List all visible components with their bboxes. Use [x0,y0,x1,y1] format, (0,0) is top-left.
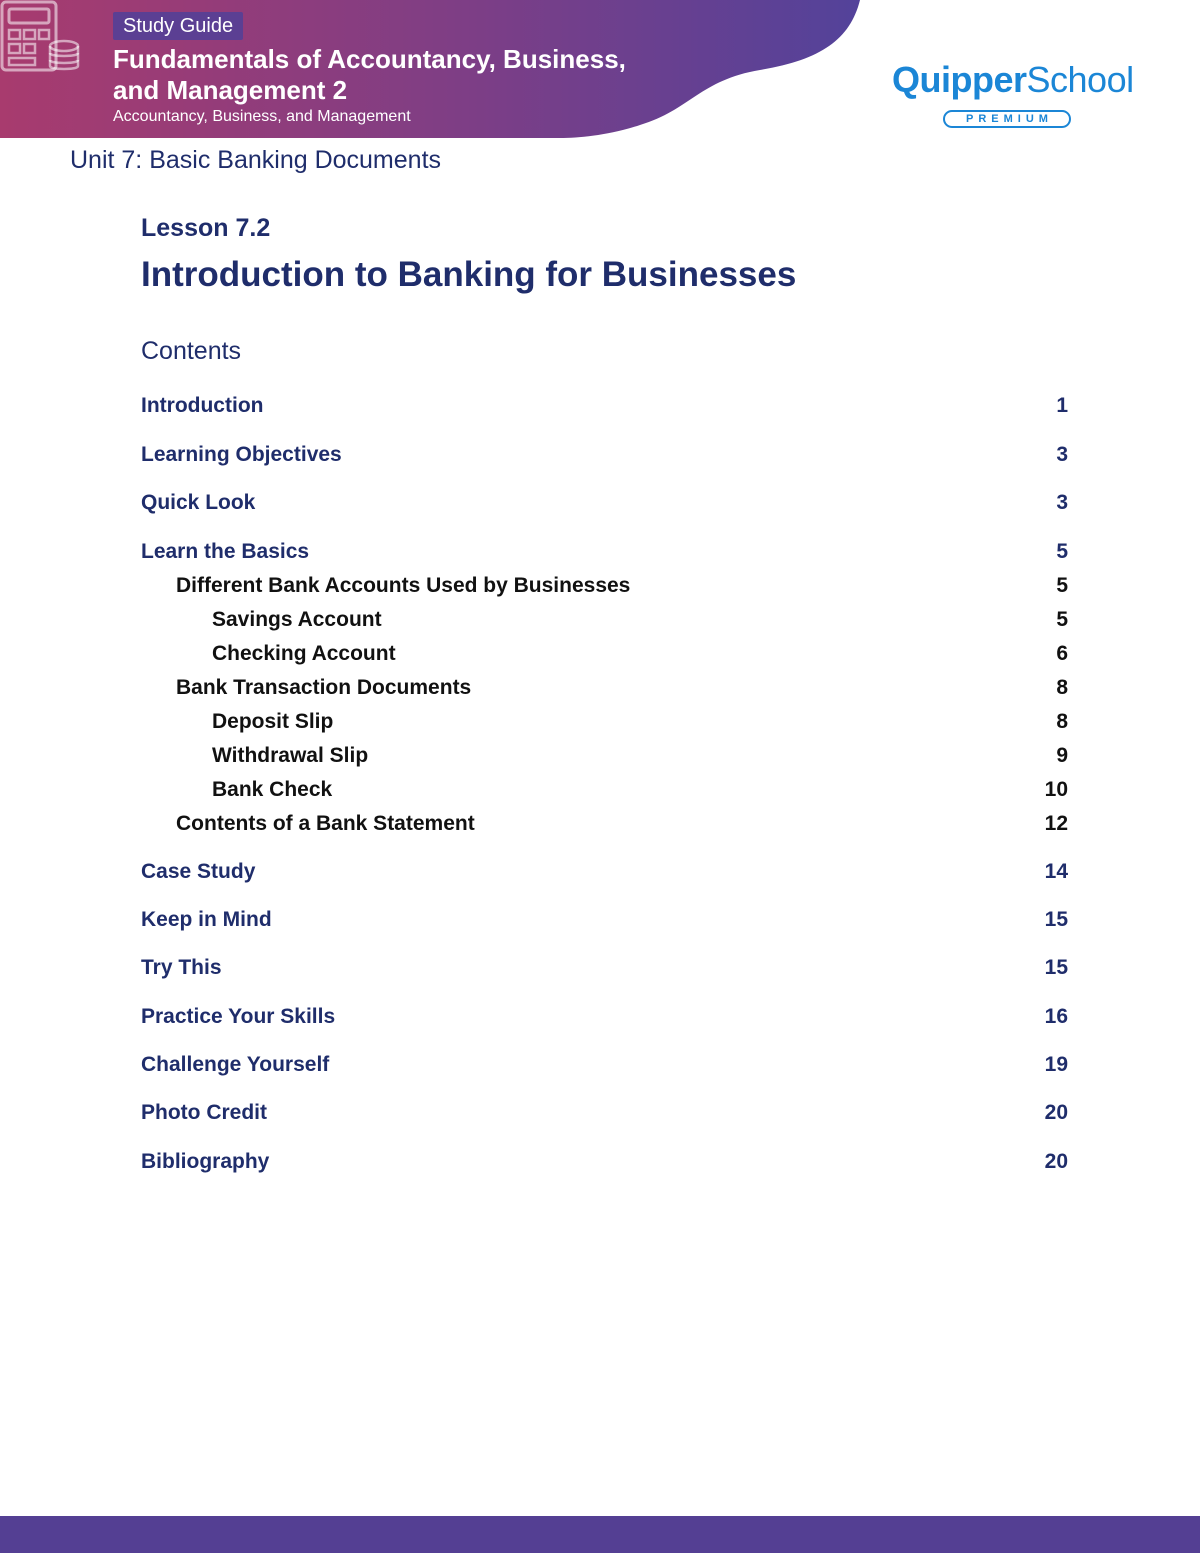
lesson-title: Introduction to Banking for Businesses [141,255,797,294]
toc-label: Bank Check [212,778,333,801]
toc-item[interactable] [141,776,1068,804]
toc-item[interactable] [141,392,1068,420]
toc-page: 10 [1044,778,1068,801]
toc-item[interactable] [141,640,1068,668]
toc-page: 5 [1056,540,1068,563]
toc-page: 6 [1056,642,1068,665]
toc-label: Try This [141,956,222,979]
toc-label: Bibliography [141,1150,270,1173]
unit-title: Unit 7: Basic Banking Documents [70,146,442,174]
toc-item[interactable] [141,538,1068,566]
footer-bar [0,1516,1200,1553]
toc-page: 5 [1056,574,1068,597]
toc-page: 20 [1044,1101,1068,1124]
study-guide-badge: Study Guide [113,12,243,40]
toc-item[interactable] [141,1148,1068,1176]
toc-page: 3 [1056,443,1068,466]
toc-label: Practice Your Skills [141,1005,336,1028]
toc-item[interactable] [141,906,1068,934]
toc-label: Bank Transaction Documents [176,676,472,699]
logo-wordmark [892,58,1132,102]
toc-item[interactable] [141,708,1068,736]
course-subtitle: Accountancy, Business, and Management [113,108,411,125]
toc-page: 12 [1044,812,1068,835]
course-title-line1: Fundamentals of Accountancy, Business, [113,44,626,74]
toc-label: Deposit Slip [212,710,334,733]
toc-item[interactable] [141,1051,1068,1079]
toc-page: 8 [1056,710,1068,733]
toc-label: Keep in Mind [141,908,272,931]
toc-label: Introduction [141,394,264,417]
contents-heading: Contents [141,337,242,365]
toc-label: Checking Account [212,642,396,665]
course-title [113,44,733,106]
toc-item[interactable] [141,858,1068,886]
toc-page: 15 [1044,908,1068,931]
toc-page: 8 [1056,676,1068,699]
toc-item[interactable] [141,606,1068,634]
logo-quipper: Quipper [892,59,1027,100]
toc-label: Different Bank Accounts Used by Businesses [176,574,631,597]
toc-label: Case Study [141,860,256,883]
toc-label: Photo Credit [141,1101,267,1124]
toc-page: 14 [1044,860,1068,883]
logo-premium-pill: PREMIUM [943,110,1071,128]
toc-label: Withdrawal Slip [212,744,369,767]
toc-item[interactable] [141,489,1068,517]
toc-item[interactable] [141,954,1068,982]
calculator-coins-icon [0,0,80,74]
toc-label: Quick Look [141,491,256,514]
toc-label: Contents of a Bank Statement [176,812,475,835]
toc-item[interactable] [141,1099,1068,1127]
toc-item[interactable] [141,742,1068,770]
toc-label: Savings Account [212,608,382,631]
toc-page: 3 [1056,491,1068,514]
toc-page: 9 [1056,744,1068,767]
course-title-line2: and Management 2 [113,75,348,105]
toc-item[interactable] [141,1003,1068,1031]
toc-item[interactable] [141,674,1068,702]
toc-label: Learning Objectives [141,443,342,466]
toc-item[interactable] [141,572,1068,600]
toc-page: 20 [1044,1150,1068,1173]
toc-item[interactable] [141,810,1068,838]
toc-item[interactable] [141,441,1068,469]
logo-school: School [1026,59,1134,100]
toc-page: 1 [1056,394,1068,417]
toc-page: 15 [1044,956,1068,979]
toc-label: Learn the Basics [141,540,310,563]
lesson-number: Lesson 7.2 [141,214,271,242]
toc-page: 16 [1044,1005,1068,1028]
toc-page: 19 [1044,1053,1068,1076]
toc-page: 5 [1056,608,1068,631]
toc-label: Challenge Yourself [141,1053,330,1076]
quipperschool-logo [892,58,1132,138]
